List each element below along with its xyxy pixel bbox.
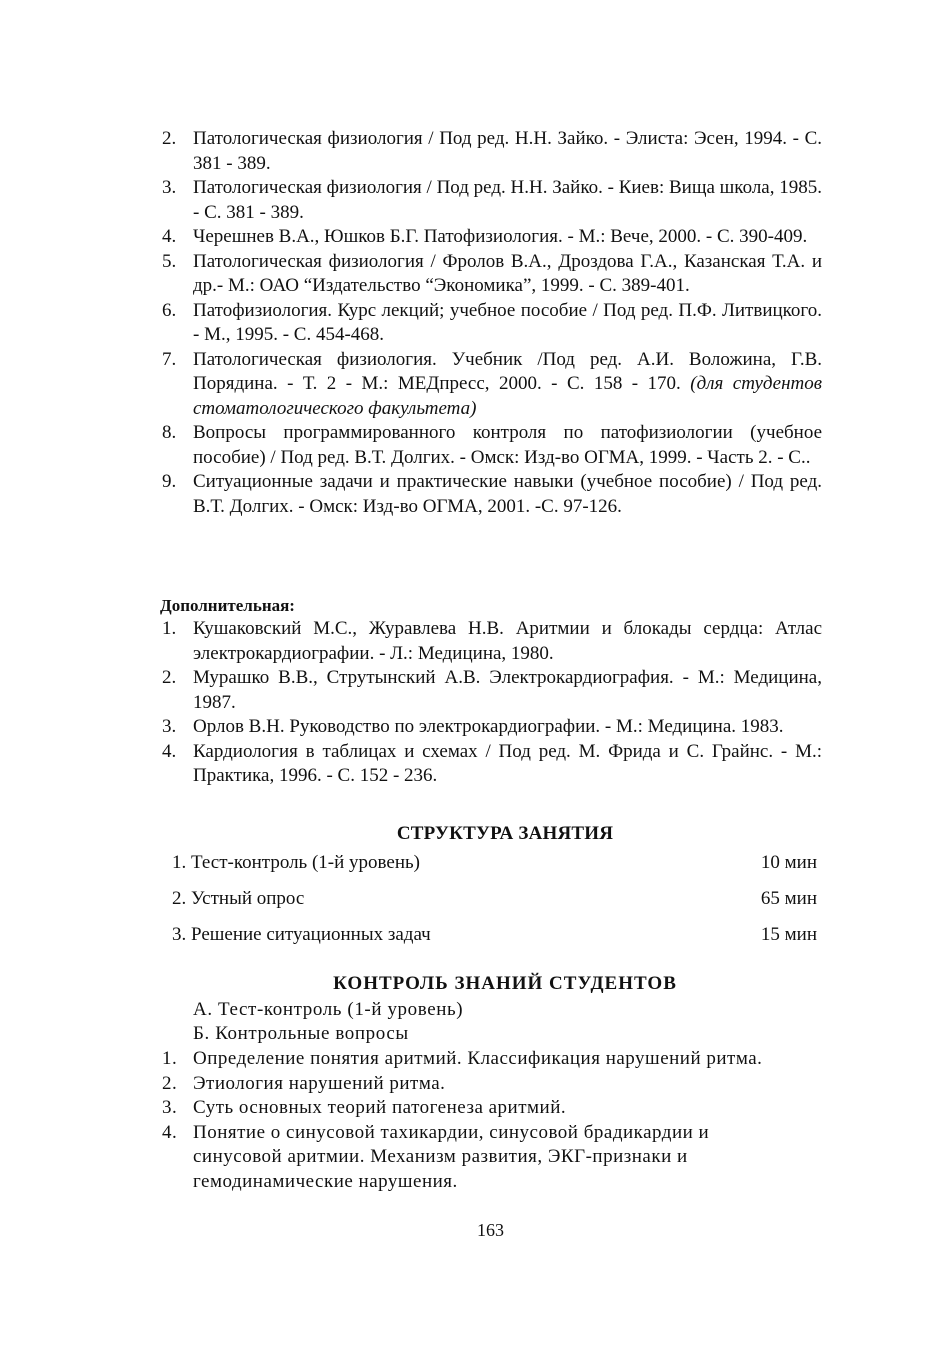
list-item [160, 176, 822, 225]
structure-row [172, 887, 817, 912]
structure-label: 2. Устный опрос [172, 888, 305, 909]
page-number: 163 [477, 1220, 504, 1240]
item-text: Патологическая физиология / Фролов В.А., Дроздова Г.А., Казанская Т.А. и др.- М.: ОАО “Издательство “Экономика”, 1999. - С. 389-401. [193, 250, 822, 296]
list-item [160, 1072, 822, 1097]
list-item [160, 299, 822, 348]
item-text: Патологическая физиология / Под ред. Н.Н. Зайко. - Элиста: Эсен, 1994. - С. 381 - 389. [193, 128, 822, 174]
structure-row [172, 923, 817, 948]
control-subsection-b: Б. Контрольные вопросы [193, 1023, 409, 1044]
item-number: 1. [162, 1048, 178, 1069]
item-number: 3. [162, 1097, 178, 1118]
control-heading: КОНТРОЛЬ ЗНАНИЙ СТУДЕНТОВ [333, 973, 677, 994]
item-number: 4. [162, 740, 177, 762]
item-number: 4. [162, 1121, 178, 1143]
item-text: Определение понятия аритмий. Классификация нарушений ритма. [193, 1048, 763, 1069]
list-item [160, 348, 822, 422]
item-text: Черешнев В.А., Юшков Б.Г. Патофизиология. - М.: Вече, 2000. - С. 390-409. [193, 226, 808, 247]
item-text: Орлов В.Н. Руководство по электрокардиографии. - М.: Медицина. 1983. [193, 716, 784, 737]
control-subsection-a: А. Тест-контроль (1-й уровень) [193, 999, 464, 1020]
list-item [160, 1121, 822, 1195]
main-references-list [160, 127, 822, 519]
item-text: Суть основных теорий патогенеза аритмий. [193, 1097, 567, 1118]
item-number: 1. [162, 618, 177, 639]
structure-time: 15 мин [760, 924, 817, 945]
item-text: Патофизиология. Курс лекций; учебное пособие / Под ред. П.Ф. Литвицкого. - М., 1995. - С. 454-468. [193, 299, 822, 345]
item-number: 5. [162, 250, 177, 272]
additional-heading: Дополнительная: [160, 596, 295, 615]
list-item [160, 225, 822, 250]
structure-label: 1. Тест-контроль (1-й уровень) [172, 852, 420, 873]
additional-references-list [160, 617, 822, 789]
item-text: Мурашко В.В., Струтынский А.В. Электрокардиография. - М.: Медицина, 1987. [193, 667, 822, 713]
item-text: Кушаковский М.С., Журавлева Н.В. Аритмии и блокады сердца: Атлас электрокардиографии. - Л.: Медицина, 1980. [193, 618, 822, 664]
item-text: Этиология нарушений ритма. [193, 1072, 446, 1094]
list-item [160, 666, 822, 715]
list-item [160, 470, 822, 519]
list-item [160, 421, 822, 470]
item-text: Вопросы программированного контроля по патофизиологии (учебное пособие) / Под ред. В.Т. Долгих. - Омск: Изд-во ОГМА, 1999. - Часть 2. - С.. [193, 422, 822, 468]
item-number: 6. [162, 299, 177, 321]
item-text: Кардиология в таблицах и схемах / Под ред. М. Фрида и С. Грайнс. - М.: Практика, 1996. - С. 152 - 236. [193, 740, 822, 786]
item-text: Патологическая физиология. Учебник /Под ред. А.И. Воложина, Г.В. Порядина. - Т. 2 - М.: МЕДпресс, 2000. - С. 158 - 170. [193, 348, 822, 394]
item-text: Понятие о синусовой тахикардии, синусовой брадикардии и синусовой аритмии. Механизм развития, ЭКГ-признаки и гемодинамические нарушения. [193, 1121, 710, 1192]
list-item [160, 1096, 822, 1121]
item-number: 4. [162, 226, 177, 247]
structure-time: 65 мин [760, 888, 817, 909]
item-text: Патологическая физиология / Под ред. Н.Н. Зайко. - Киев: Вища школа, 1985. - С. 381 - 389. [193, 177, 822, 223]
item-text: Ситуационные задачи и практические навыки (учебное пособие) / Под ред. В.Т. Долгих. - Омск: Изд-во ОГМА, 2001. -С. 97-126. [193, 471, 822, 517]
item-text-wrapper [193, 348, 822, 422]
item-number: 7. [162, 348, 177, 370]
structure-time: 10 мин [760, 852, 817, 873]
item-number: 2. [162, 667, 177, 688]
list-item [160, 1047, 822, 1072]
item-italic-note: (для студентов стоматологического факультета) [193, 373, 823, 419]
item-number: 8. [162, 422, 177, 443]
structure-label: 3. Решение ситуационных задач [172, 924, 431, 945]
control-questions-list [160, 1047, 822, 1194]
list-item [160, 250, 822, 299]
structure-heading: СТРУКТУРА ЗАНЯТИЯ [396, 823, 614, 844]
list-item [160, 617, 822, 666]
item-number: 3. [162, 716, 177, 737]
item-number: 2. [162, 128, 177, 149]
structure-row [172, 851, 817, 876]
item-number: 2. [162, 1072, 178, 1094]
list-item [160, 715, 822, 740]
item-number: 3. [162, 177, 177, 198]
item-number: 9. [162, 471, 177, 492]
list-item [160, 740, 822, 789]
list-item [160, 127, 822, 176]
